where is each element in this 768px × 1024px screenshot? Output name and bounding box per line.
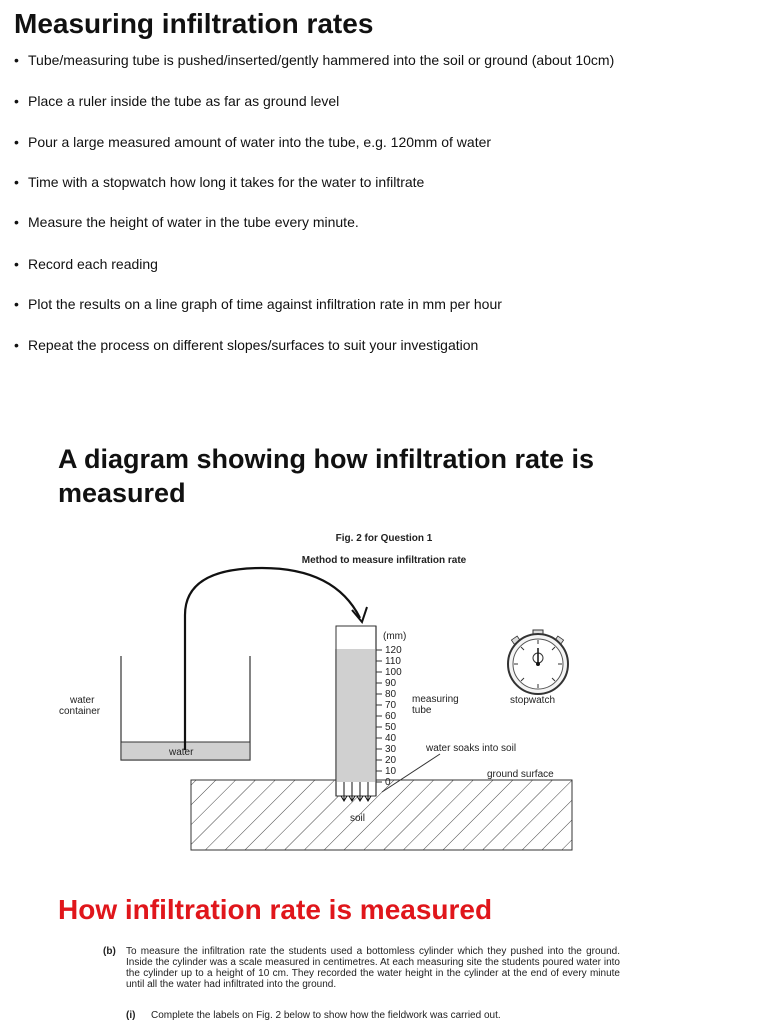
list-item: • Plot the results on a line graph of time against infiltration rate in mm per hour xyxy=(14,296,502,312)
diagram-heading: A diagram showing how infiltration rate is measured xyxy=(58,444,595,508)
label-measuring-tube-2: tube xyxy=(412,705,432,716)
list-item: • Repeat the process on different slopes/surfaces to suit your investigation xyxy=(14,337,479,353)
scale-label: 110 xyxy=(385,656,401,667)
scale-label: 10 xyxy=(385,766,397,777)
list-item: • Pour a large measured amount of water into the tube, e.g. 120mm of water xyxy=(14,134,492,150)
list-item: • Record each reading xyxy=(14,256,158,272)
scale-label: 40 xyxy=(385,733,397,744)
bullet-icon: • xyxy=(14,93,19,109)
bullet-icon: • xyxy=(14,256,19,272)
label-water: water xyxy=(169,747,194,758)
bullet-icon: • xyxy=(14,337,19,353)
stopwatch-icon xyxy=(508,630,568,694)
infiltration-diagram xyxy=(0,560,768,860)
soil-block xyxy=(191,780,572,850)
scale-label: 50 xyxy=(385,722,397,733)
bullet-icon: • xyxy=(14,214,19,230)
question-part-i-label: (i) xyxy=(126,1010,136,1021)
question-part-b-text: To measure the infiltration rate the students used a bottomless cylinder which they pushed into the ground. Inside the cylinder was a scale measured in centimetres. At each measuring site the students poured water into the cylinder up to a height of 10 cm. They recorded the water height in the cylinder at the end of every minute until all the water had infiltrated into the ground. xyxy=(126,946,620,990)
figure-label: Fig. 2 for Question 1 xyxy=(335,533,433,544)
scale-label: 90 xyxy=(385,678,397,689)
label-ground-surface: ground surface xyxy=(487,769,554,780)
label-stopwatch: stopwatch xyxy=(510,695,556,706)
scale-label: 70 xyxy=(385,700,397,711)
list-item: • Tube/measuring tube is pushed/inserted/gently hammered into the soil or ground (about 10cm) xyxy=(14,52,615,68)
scale-label: 60 xyxy=(385,711,397,722)
bullet-icon: • xyxy=(14,296,19,312)
figure-caption: Method to measure infiltration rate xyxy=(301,555,467,566)
page-title: Measuring infiltration rates xyxy=(14,8,374,39)
list-item: • Time with a stopwatch how long it takes for the water to infiltrate xyxy=(14,174,425,190)
siphon-pipe xyxy=(185,568,360,750)
bullet-icon: • xyxy=(14,52,19,68)
water-in-tube xyxy=(337,649,375,782)
label-measuring-tube-1: measuring xyxy=(412,694,459,705)
label-water-container-1: water xyxy=(70,695,95,706)
bullet-icon: • xyxy=(14,134,19,150)
scale-label: 120 xyxy=(385,645,402,656)
label-water-container-2: container xyxy=(59,706,101,717)
scale-label: 20 xyxy=(385,755,397,766)
section-heading: How infiltration rate is measured xyxy=(58,894,493,925)
list-item: • Measure the height of water in the tube every minute. xyxy=(14,214,359,230)
bullet-icon: • xyxy=(14,174,19,190)
list-item: • Place a ruler inside the tube as far as ground level xyxy=(14,93,340,109)
scale-label: 100 xyxy=(385,667,402,678)
question-part-b-label: (b) xyxy=(103,946,116,957)
scale-unit: (mm) xyxy=(383,631,407,642)
label-water-soaks: water soaks into soil xyxy=(426,743,517,754)
scale-label: 30 xyxy=(385,744,397,755)
question-part-i-text: Complete the labels on Fig. 2 below to show how the fieldwork was carried out. xyxy=(151,1010,501,1021)
scale-label: 0 xyxy=(385,777,391,788)
scale-label: 80 xyxy=(385,689,397,700)
label-soil: soil xyxy=(350,813,366,824)
